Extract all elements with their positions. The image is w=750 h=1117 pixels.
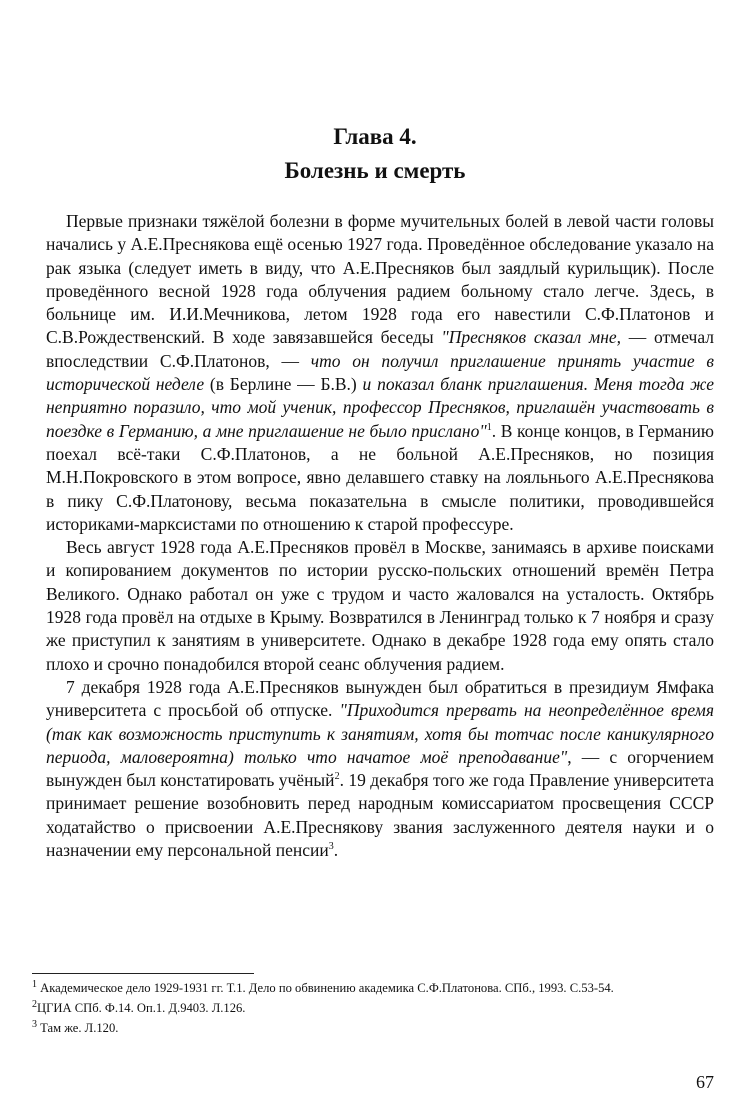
text-run: . 19 декабря того же года Правление университета принимает решение возобновить перед народным комиссариатом просвещения СССР ходатайство о присвоении А.Е.Преснякову звания заслуженного деятеля науки и о назначении ему персональной пенсии — [46, 770, 714, 861]
paragraph-1 — [46, 210, 714, 536]
footnote-text: Там же. Л.120. — [37, 1021, 119, 1035]
quote-run: и показал бланк приглашения. Меня тогда же неприятно поразило, что мой ученик, профессор Пресняков, приглашён участвовать в поездке в Германию, а мне приглашение не было прислано" — [46, 374, 714, 441]
footnote-marker: 1 — [486, 421, 492, 433]
quote-run: "Пресняков сказал мне, — [441, 327, 622, 348]
footnote-marker: 2 — [334, 771, 340, 783]
footnote — [32, 980, 716, 997]
text-run: 7 декабря 1928 года А.Е.Пресняков вынужден был обратиться в президиум Ямфака университета с просьбой об отпуске. — [46, 676, 714, 721]
chapter-number: Глава 4. — [333, 124, 417, 149]
quote-run: "Приходится прервать на неопределённое время (так как возможность приступить к занятиям, хотя бы тотчас после каникулярного периода, маловероятна) только что начатое моё преподавание" — [46, 700, 714, 767]
footnote-divider — [32, 973, 254, 974]
footnote-text: Академическое дело 1929-1931 гг. Т.1. Дело по обвинению академика С.Ф.Платонова. СПб., 1993. С.53-54. — [37, 981, 614, 995]
chapter-heading — [0, 120, 750, 188]
footnote-text: ЦГИА СПб. Ф.14. Оп.1. Д.9403. Л.126. — [37, 1001, 246, 1015]
text-run: — отмечал впоследствии С.Ф.Платонов, — — [46, 327, 714, 371]
footnote — [32, 1020, 716, 1037]
page-number: 67 — [696, 1072, 714, 1092]
text-run: . — [333, 840, 339, 861]
paragraph-3 — [46, 676, 714, 862]
text-run: Первые признаки тяжёлой болезни в форме мучительных болей в левой части головы начались у А.Е.Преснякова ещё осенью 1927 года. Проведённое обследование указало на рак языка (следует иметь в виду, что А.Е.Пресняков был заядлый курильщик). После проведённого весной 1928 года облучения радием больному стало легче. Здесь, в больнице им. И.И.Мечникова, летом 1928 года его навестили С.Ф.Платонов и С.В.Рождественский. В ходе завязавшейся беседы — [46, 211, 714, 348]
text-run: , — с огорчением вынужден был констатировать учёный — [46, 746, 714, 791]
chapter-title: Болезнь и смерть — [284, 158, 466, 183]
paragraph-2: Весь август 1928 года А.Е.Пресняков провёл в Москве, занимаясь в архиве поисками и копированием документов по истории русско-польских отношений времён Петра Великого. Однако работал он уже с трудом и часто жаловался на усталость. Октябрь 1928 года провёл на отдыхе в Крыму. Возвратился в Ленинград только к 7 ноября и сразу же приступил к занятиям в университете. Однако в декабре 1928 года ему опять стало плохо и срочно понадобился второй сеанс облучения радием. — [46, 537, 714, 674]
text-run: . В конце концов, в Германию поехал всё-таки С.Ф.Платонов, а не больной А.Е.Пресняков, но позиция М.Н.Покровского в этом вопросе, явно делавшего ставку на лояльнього А.Е.Преснякова в пику С.Ф.Платонову, весьма показательна в смысле политики, проводившейся историками-марксистами по отношению к старой профессуре. — [46, 420, 714, 534]
footnotes — [32, 980, 716, 1040]
footnote-number: 1 — [32, 978, 37, 990]
footnote-number: 2 — [32, 998, 37, 1010]
quote-run: что он получил приглашение принять участие в исторической неделе — [46, 350, 714, 395]
footnote-marker: 3 — [328, 841, 334, 853]
main-text — [46, 210, 714, 862]
footnote — [32, 1000, 716, 1017]
text-run: (в Берлине — Б.В.) — [204, 374, 363, 395]
footnote-number: 3 — [32, 1018, 37, 1030]
